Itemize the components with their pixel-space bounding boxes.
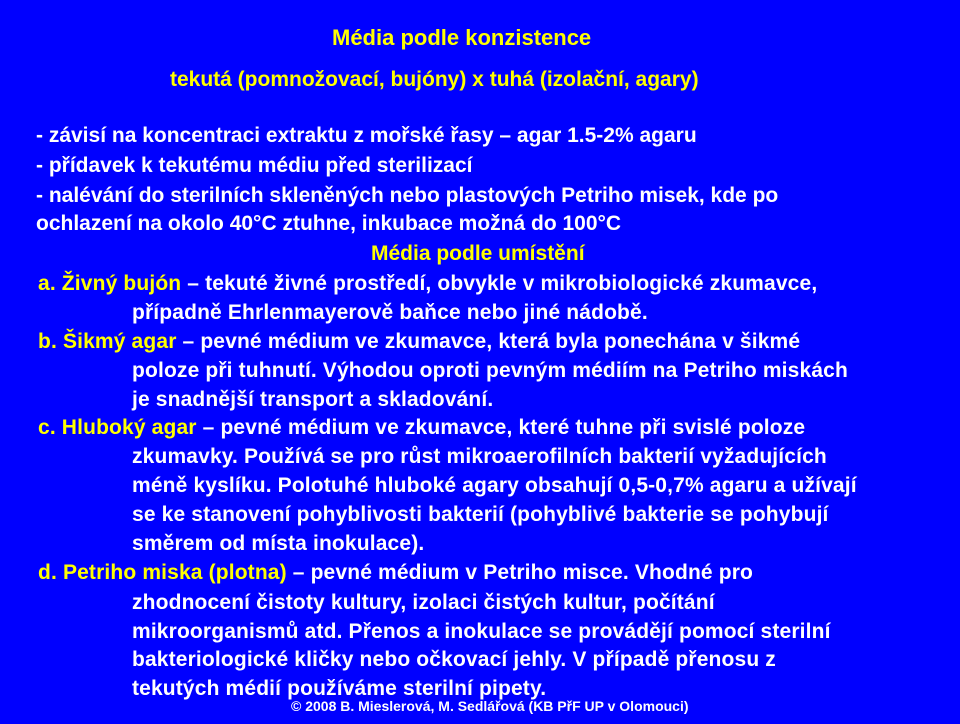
item-d-continuation: mikroorganismů atd. Přenos a inokulace se provádějí pomocí sterilní <box>132 620 831 643</box>
item-b-text: – pevné médium ve zkumavce, která byla ponechána v šikmé <box>176 330 801 353</box>
item-a-line <box>38 269 817 298</box>
item-c-line <box>38 413 805 442</box>
bullet-line: ochlazení na okolo 40°C ztuhne, inkubace možná do 100°C <box>36 212 622 235</box>
slide-title: Média podle konzistence <box>332 25 592 50</box>
item-c-text: – pevné médium ve zkumavce, které tuhne při svislé poloze <box>196 416 806 439</box>
item-b-term: b. Šikmý agar <box>38 330 177 353</box>
item-d-continuation: zhodnocení čistoty kultury, izolaci čistých kultur, počítání <box>132 591 715 614</box>
copyright-footer: © 2008 B. Mieslerová, M. Sedlářová (KB PřF UP v Olomouci) <box>291 698 689 714</box>
item-d-line <box>38 558 753 587</box>
slide-subtitle: tekutá (pomnožovací, bujóny) x tuhá (izolační, agary) <box>170 68 699 91</box>
item-d-term: d. Petriho miska (plotna) <box>38 561 287 584</box>
item-c-continuation: méně kyslíku. Polotuhé hluboké agary obsahují 0,5-0,7% agaru a užívají <box>132 474 857 497</box>
item-a-continuation: případně Ehrlenmayerově baňce nebo jiné nádobě. <box>132 301 648 324</box>
item-a-text: – tekuté živné prostředí, obvykle v mikrobiologické zkumavce, <box>181 272 818 295</box>
item-c-continuation: směrem od místa inokulace). <box>132 532 425 555</box>
bullet-line: - nalévání do sterilních skleněných nebo plastových Petriho misek, kde po <box>36 184 779 207</box>
item-d-text: – pevné médium v Petriho misce. Vhodné pro <box>286 561 754 584</box>
section-title: Média podle umístění <box>371 242 585 265</box>
item-a-term: a. Živný bujón <box>38 272 182 295</box>
bullet-line: - závisí na koncentraci extraktu z mořské řasy – agar 1.5-2% agaru <box>36 124 697 147</box>
item-b-line <box>38 327 800 356</box>
item-c-term: c. Hluboký agar <box>38 416 197 439</box>
bullet-line: - přídavek k tekutému médiu před sterilizací <box>36 154 473 177</box>
item-c-continuation: se ke stanovení pohyblivosti bakterií (pohyblivé bakterie se pohybují <box>132 503 829 526</box>
item-d-continuation: bakteriologické kličky nebo očkovací jehly. V případě přenosu z <box>132 648 776 671</box>
item-c-continuation: zkumavky. Používá se pro růst mikroaerofilních bakterií vyžadujících <box>132 445 827 468</box>
item-b-continuation: je snadnější transport a skladování. <box>132 388 494 411</box>
item-b-continuation: poloze při tuhnutí. Výhodou oproti pevným médiím na Petriho miskách <box>132 359 848 382</box>
item-d-continuation: tekutých médií používáme sterilní pipety. <box>132 677 547 700</box>
